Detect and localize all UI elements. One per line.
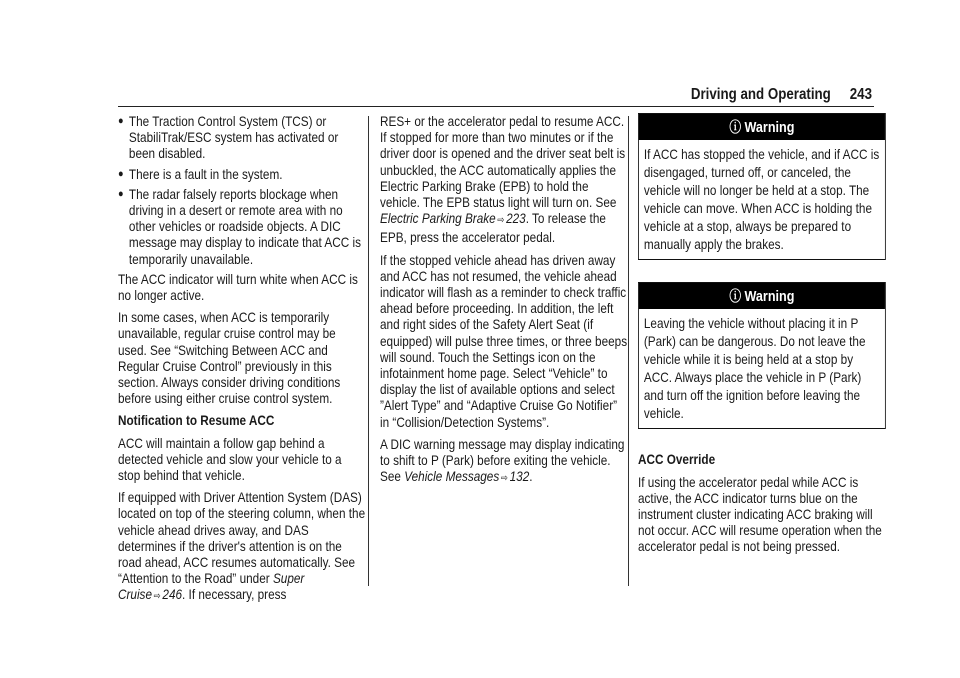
bullet-icon: ● (118, 187, 124, 200)
page-ref-arrow-icon: ⇨ (500, 473, 508, 485)
page-number: 243 (849, 86, 872, 103)
paragraph-text: . If necessary, press (182, 586, 287, 603)
list-item-text: There is a fault in the system. (128, 165, 283, 182)
column-1 (118, 113, 366, 612)
paragraph: ACC will maintain a follow gap behind a detected vehicle and slow your vehicle to a stop behind that vehicle. (118, 434, 342, 484)
page-ref-number[interactable]: 223 (506, 210, 526, 227)
warning-box (638, 282, 886, 429)
paragraph: If the stopped vehicle ahead has driven away and ACC has not resumed, the vehicle ahead indicator will flash as a reminder to check traffic ahead before proceeding. In addition, the left and right sides of the Safety Alert Seat (if equipped) will pulse three times, or three beeps will sound. Touch the Settings icon on the infotainment home page. Select “Vehicle” to display the list of available options and select ”Alert Type” and “Adaptive Cruise Go Notifier” in “Collision/Detection Systems”. (380, 251, 628, 430)
column-divider (628, 116, 629, 586)
cross-reference-link[interactable]: Electric Parking Brake (380, 210, 496, 227)
column-2 (380, 113, 628, 493)
warning-body: If ACC has stopped the vehicle, and if ACC is disengaged, turned off, or canceled, the vehicle will no longer be held at a stop. The vehicle can move. When ACC is holding the vehicle at a stop, always be prepared to manually apply the brakes. (643, 146, 880, 253)
subheading: ACC Override (638, 451, 716, 468)
page-ref-number[interactable]: 246 (162, 586, 183, 603)
section-title: Driving and Operating (690, 86, 831, 103)
paragraph: In some cases, when ACC is temporarily unavailable, regular cruise control may be used. See “Switching Between ACC and Regular Cruise Control” previously in this section. Always consider driving conditions before using either cruise control system. (118, 309, 341, 407)
paragraph: If using the accelerator pedal while ACC is active, the ACC indicator turns blue on the instrument cluster indicating ACC braking will not occur. ACC will resume operation when the accelerator pedal is not being pressed. (638, 473, 882, 555)
paragraph-text: RES+ or the accelerator pedal to resume ACC. If stopped for more than two minutes or if the driver door is opened and the driver seat belt is unbuckled, the ACC automatically applies the Electric Parking Brake (EPB) to hold the vehicle. The EPB status light will turn on. See (380, 113, 626, 211)
bullet-icon: ● (118, 115, 124, 127)
list-item-text: The radar falsely reports blockage when driving in a desert or remote area with no other vehicles or roadside objects. A DIC message may display to indicate that ACC is temporarily unavailable. (128, 185, 361, 267)
warning-box (638, 113, 886, 260)
paragraph (380, 436, 628, 488)
warning-body: Leaving the vehicle without placing it in P (Park) can be dangerous. Do not leave the vehicle while it is being held at a stop by ACC. Always place the vehicle in P (Park) and turn off the ignition before leaving the vehicle. (643, 315, 866, 422)
header-rule (118, 106, 874, 107)
warning-title: Warning (744, 119, 795, 136)
warning-header (639, 114, 885, 140)
page-ref-number[interactable]: 132 (509, 468, 530, 485)
paragraph-text: . (529, 468, 533, 485)
paragraph-text: . To release the EPB, press the accelerator pedal. (380, 210, 606, 246)
warning-title: Warning (744, 288, 795, 306)
paragraph-text: If equipped with Driver Attention System (DAS) located on top of the steering column, when the vehicle ahead drives away, and DAS determines if the driver's attention is on the road ahead, ACC resumes automatically. See “Attention to the Road” under (118, 489, 366, 587)
list-item-text: The Traction Control System (TCS) or StabiliTrak/ESC system has activated or been disabled. (128, 113, 339, 162)
warning-icon: ⓘ (729, 288, 742, 305)
page-ref-arrow-icon: ⇨ (153, 591, 161, 603)
list-item (118, 166, 366, 182)
page-header (122, 86, 872, 104)
paragraph-text: A DIC warning message may display indicating to shift to P (Park) before exiting the vehicle. See (380, 435, 625, 485)
bullet-icon: ● (118, 167, 124, 180)
cross-reference-link[interactable]: Super Cruise (118, 570, 305, 603)
warning-header (639, 283, 885, 309)
list-item (118, 113, 366, 162)
paragraph (380, 113, 628, 246)
paragraph (118, 489, 366, 605)
column-divider (368, 116, 369, 586)
paragraph: The ACC indicator will turn white when ACC is no longer active. (118, 270, 358, 304)
page-ref-arrow-icon: ⇨ (497, 215, 505, 227)
warning-icon: ⓘ (729, 119, 742, 135)
cross-reference-link[interactable]: Vehicle Messages (404, 468, 500, 485)
subheading: Notification to Resume ACC (118, 412, 275, 429)
list-item (118, 186, 366, 267)
column-3 (638, 113, 886, 561)
